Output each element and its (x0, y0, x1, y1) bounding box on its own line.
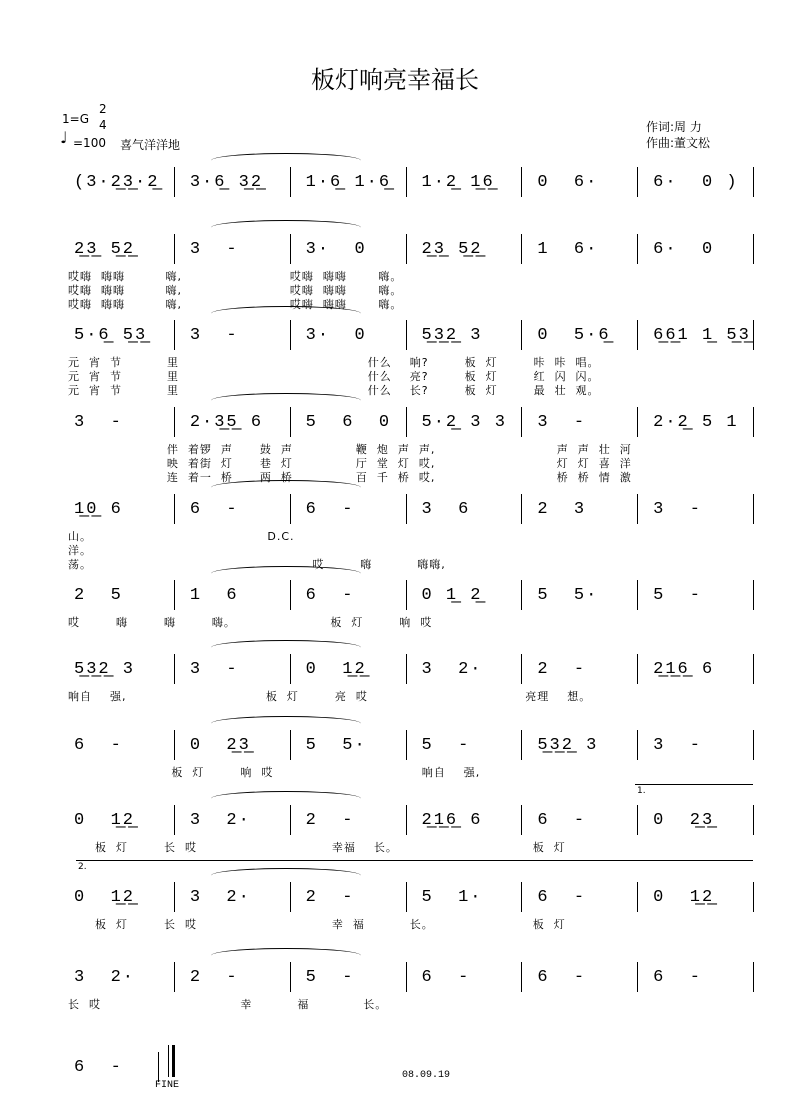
barline (637, 882, 638, 912)
measure: 1·2̲ 1̲6̲ (421, 173, 495, 192)
measure: 3 - (189, 240, 239, 259)
measure: 6 - (421, 968, 471, 987)
barline (174, 494, 175, 524)
barline (753, 234, 754, 264)
barline (521, 234, 522, 264)
barline (290, 494, 291, 524)
barline (174, 654, 175, 684)
measure: 0 1̲2̲ (305, 660, 367, 679)
barline (521, 654, 522, 684)
slur (211, 566, 362, 581)
time-signature-top: 2 (99, 102, 107, 116)
barline (521, 320, 522, 350)
lyric-line: 板 灯 长 哎 幸福 长。 板 灯 (68, 841, 566, 854)
barline (290, 962, 291, 992)
barline (521, 730, 522, 760)
measure: 3 - (74, 413, 123, 432)
measure: 5·2̲ 3 3 (421, 413, 507, 432)
barline (158, 1052, 159, 1082)
fine-label: FINE (155, 1080, 180, 1091)
lyric-line: 长 哎 幸 福 长。 (68, 998, 388, 1011)
barline (521, 494, 522, 524)
lyric-line: 映 着街 灯 巷 灯 厅 堂 灯 哎, 灯 灯 喜 洋 (68, 457, 632, 470)
measure: 5̲3̲2̲ 3 (421, 326, 483, 345)
measure: 3· 0 (305, 240, 367, 259)
staff-system (60, 492, 755, 571)
lyric-line: 荡。 哎 嗨 嗨嗨, (68, 558, 446, 571)
lyricist: 作词:周 力 (646, 120, 702, 134)
lyric-line: 哎嗨 嗨嗨 嗨, 哎嗨 嗨嗨 嗨。 (68, 270, 403, 283)
staff-system (60, 728, 755, 779)
measure: 0 6· (537, 173, 599, 192)
barline (406, 730, 407, 760)
measure: 3 - (189, 326, 239, 345)
measure: 0 2̲3̲ (653, 811, 715, 830)
lyric-line: 响自 强, 板 灯 亮 哎 亮理 想。 (68, 690, 592, 703)
barline (174, 882, 175, 912)
barline (406, 234, 407, 264)
measure: 3 - (537, 413, 587, 432)
slur (211, 306, 362, 321)
measure: 0 5·6̲ (537, 326, 611, 345)
measure: 0 1̲2̲ (653, 888, 715, 907)
measure: 6̲6̲1 1̲ 5̲3̲ (653, 326, 751, 345)
barline (521, 407, 522, 437)
measure: 2·2̲ 5 1 (653, 413, 739, 432)
barline (637, 730, 638, 760)
measure: 3 - (653, 736, 702, 755)
measure: 2̲1̲6̲ 6 (421, 811, 483, 830)
barline (637, 167, 638, 197)
measure: 6 - (305, 586, 355, 605)
staff-system (60, 405, 755, 484)
measure: 2 3 (537, 500, 587, 519)
barline (174, 407, 175, 437)
measure: 5 - (653, 586, 702, 605)
measure: 3 2· (74, 968, 136, 987)
measure: 6 - (189, 500, 239, 519)
measure: 6 - (537, 811, 587, 830)
measure: 5·6̲ 5̲3̲ (74, 326, 148, 345)
barline (753, 962, 754, 992)
page-title: 板灯响亮幸福长 (311, 66, 479, 94)
volta-2: 2. (78, 862, 87, 872)
barline (753, 407, 754, 437)
measure: 3·6̲ 3̲2̲ (189, 173, 264, 192)
slur (211, 480, 362, 495)
barline (753, 882, 754, 912)
barline (637, 805, 638, 835)
barline (637, 407, 638, 437)
measure: 5 1· (421, 888, 483, 907)
barline (521, 580, 522, 610)
lyric-line: 连 着一 桥 两 桥 百 千 桥 哎, 桥 桥 情 激 (68, 471, 632, 484)
staff-system (60, 318, 755, 397)
slur (211, 791, 362, 806)
measure: 2̲3̲ 5̲2̲ (74, 240, 136, 259)
measure: 6 - (305, 500, 355, 519)
barline (290, 882, 291, 912)
barline (406, 494, 407, 524)
measure: 0 1̲2̲ (74, 811, 136, 830)
barline (174, 234, 175, 264)
measure: 3 2· (189, 888, 251, 907)
barline (174, 805, 175, 835)
barline (174, 730, 175, 760)
measure: 3 2· (421, 660, 483, 679)
measure: 2·3̲5̲ 6 (189, 413, 264, 432)
date: 08.09.19 (402, 1070, 451, 1081)
barline (753, 805, 754, 835)
measure: 3 - (653, 500, 702, 519)
slur (211, 220, 362, 235)
barline (174, 962, 175, 992)
measure: 2 - (305, 888, 355, 907)
barline (637, 654, 638, 684)
barline (637, 580, 638, 610)
measure: 6· 0 (653, 240, 715, 259)
time-signature-bottom: 4 (99, 118, 107, 132)
barline (290, 320, 291, 350)
measure: 5̲3̲2̲ 3 (74, 660, 136, 679)
lyric-line: 伴 着锣 声 鼓 声 鞭 炮 声 声, 声 声 壮 河 (68, 443, 632, 456)
tempo: =100 (73, 136, 106, 150)
barline (753, 654, 754, 684)
quarter-note-icon: ♩ (60, 128, 68, 147)
barline (406, 320, 407, 350)
measure: 1 6· (537, 240, 599, 259)
expression: 喜气洋洋地 (120, 138, 181, 152)
barline (753, 730, 754, 760)
measure: 2 - (305, 811, 355, 830)
barline (753, 494, 754, 524)
barline (521, 805, 522, 835)
lyric-line: 哎嗨 嗨嗨 嗨, 哎嗨 嗨嗨 嗨。 (68, 298, 403, 311)
slur (211, 948, 362, 963)
lyric-line: 元 宵 节 里 什么 亮? 板 灯 红 闪 闪。 (68, 370, 600, 383)
barline (406, 962, 407, 992)
lyric-line: 元 宵 节 里 什么 长? 板 灯 最 壮 观。 (68, 384, 600, 397)
barline (406, 580, 407, 610)
barline (637, 234, 638, 264)
barline (637, 320, 638, 350)
staff-system (60, 165, 755, 205)
measure: 5 5· (305, 736, 367, 755)
barline (290, 167, 291, 197)
measure: 2 - (537, 660, 587, 679)
lyric-line: 哎嗨 嗨嗨 嗨, 哎嗨 嗨嗨 嗨。 (68, 284, 403, 297)
staff-system (60, 578, 755, 629)
measure: 6 - (537, 968, 587, 987)
measure: 2̲3̲ 5̲2̲ (421, 240, 483, 259)
measure: 5̲3̲2̲ 3 (537, 736, 599, 755)
barline (174, 580, 175, 610)
barline (521, 962, 522, 992)
barline (406, 805, 407, 835)
barline (753, 580, 754, 610)
volta-1: 1. (637, 786, 646, 796)
barline (290, 407, 291, 437)
measure: 1·6̲ 1·6̲ (305, 173, 392, 192)
slur (211, 153, 362, 168)
barline (174, 167, 175, 197)
barline (753, 167, 754, 197)
measure: 6 - (537, 888, 587, 907)
measure: 0 2̲3̲ (189, 736, 251, 755)
lyric-line: 板 灯 响 哎 响自 强, (68, 766, 481, 779)
measure: 5 - (421, 736, 471, 755)
composer: 作曲:董文松 (646, 136, 711, 150)
measure: 5 5· (537, 586, 599, 605)
measure: 5 6 0 (305, 413, 392, 432)
measure: 2 - (189, 968, 239, 987)
lyric-line: 板 灯 长 哎 幸 福 长。 板 灯 (68, 918, 566, 931)
barline (406, 167, 407, 197)
barline (290, 805, 291, 835)
staff-system (60, 960, 755, 1011)
measure: 3 - (189, 660, 239, 679)
measure: 1 6 (189, 586, 239, 605)
slur (211, 640, 362, 655)
barline (521, 167, 522, 197)
measure: 5 - (305, 968, 355, 987)
lyric-line: 元 宵 节 里 什么 响? 板 灯 咔 咔 唱。 (68, 356, 600, 369)
barline (637, 962, 638, 992)
lyric-line: 山。 D.C. (68, 530, 295, 543)
barline (290, 730, 291, 760)
slur (211, 868, 362, 883)
barline (290, 234, 291, 264)
staff-system (60, 232, 755, 311)
measure: 3· 0 (305, 326, 367, 345)
barline (406, 654, 407, 684)
measure: (3·2̲3̲·2̲ (74, 173, 160, 192)
barline (521, 882, 522, 912)
barline (290, 654, 291, 684)
measure: 1̲0̲ 6 (74, 500, 123, 519)
measure: 3 6 (421, 500, 471, 519)
measure: 0 1̲2̲ (74, 888, 136, 907)
slur (211, 716, 362, 731)
lyric-line: 哎 嗨 嗨 嗨。 板 灯 响 哎 (68, 616, 433, 629)
slur (211, 393, 362, 408)
barline (637, 494, 638, 524)
staff-system (60, 652, 755, 703)
measure: 6 - (74, 736, 123, 755)
barline (753, 320, 754, 350)
staff-system (60, 880, 755, 931)
measure: 3 2· (189, 811, 251, 830)
staff-system (60, 803, 755, 854)
barline (174, 320, 175, 350)
barline (406, 882, 407, 912)
barline (406, 407, 407, 437)
measure: 0 1̲ 2̲ (421, 586, 483, 605)
measure: 6 - (74, 1058, 123, 1077)
key-signature: 1=G (62, 112, 89, 126)
measure: 6· 0 ) (653, 173, 739, 192)
measure: 6 - (653, 968, 702, 987)
lyric-line: 洋。 (68, 544, 92, 557)
measure: 2 5 (74, 586, 123, 605)
barline (290, 580, 291, 610)
measure: 2̲1̲6̲ 6 (653, 660, 715, 679)
